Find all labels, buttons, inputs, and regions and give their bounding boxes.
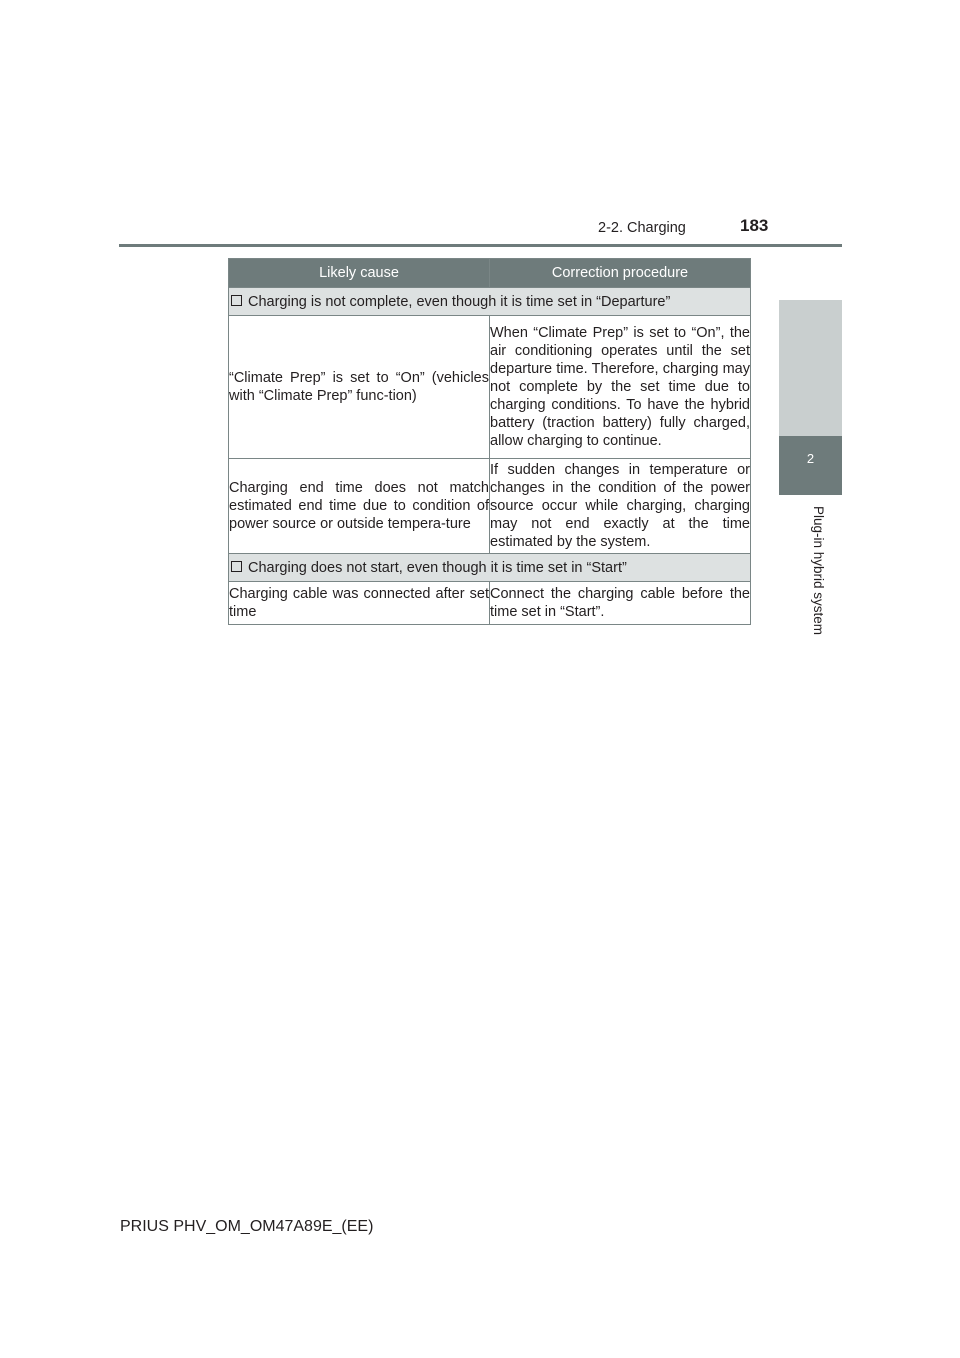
table-row bbox=[229, 316, 751, 459]
troubleshooting-table bbox=[228, 258, 751, 625]
table-row bbox=[229, 582, 751, 625]
section-heading: 2-2. Charging bbox=[598, 220, 686, 236]
chapter-number: 2 bbox=[806, 451, 815, 466]
table-header-row bbox=[229, 259, 751, 288]
header-rule bbox=[119, 244, 842, 247]
side-bar bbox=[779, 300, 842, 436]
section-title-text: Charging is not complete, even though it is time set in “Departure” bbox=[248, 293, 671, 310]
document-code: PRIUS PHV_OM_OM47A89E_(EE) bbox=[120, 1218, 374, 1235]
correction-cell: If sudden changes in temperature or changes in the condition of the power source occur while charging, charging may not end exactly at the time estimated by the system. bbox=[490, 459, 751, 554]
checkbox-icon bbox=[231, 561, 242, 572]
chapter-title: Plug-in hybrid system bbox=[811, 506, 826, 636]
section-title bbox=[229, 554, 751, 582]
section-row bbox=[229, 554, 751, 582]
checkbox-icon bbox=[231, 295, 242, 306]
section-title bbox=[229, 288, 751, 316]
column-header-likely-cause: Likely cause bbox=[229, 259, 490, 288]
section-row bbox=[229, 288, 751, 316]
column-header-correction: Correction procedure bbox=[490, 259, 751, 288]
likely-cause-cell: Charging end time does not match estimated end time due to condition of power source or outside tempera-ture bbox=[229, 459, 490, 554]
likely-cause-cell: Charging cable was connected after set time bbox=[229, 582, 490, 625]
correction-cell: When “Climate Prep” is set to “On”, the air conditioning operates until the set departure time. Therefore, charging may not complete by the set time due to charging conditions. To have the hybrid battery (traction battery) fully charged, allow charging to continue. bbox=[490, 316, 751, 459]
correction-cell: Connect the charging cable before the time set in “Start”. bbox=[490, 582, 751, 625]
table-row bbox=[229, 459, 751, 554]
likely-cause-cell: “Climate Prep” is set to “On” (vehicles with “Climate Prep” func-tion) bbox=[229, 316, 490, 459]
page-number: 183 bbox=[740, 216, 769, 235]
section-title-text: Charging does not start, even though it is time set in “Start” bbox=[248, 559, 627, 576]
